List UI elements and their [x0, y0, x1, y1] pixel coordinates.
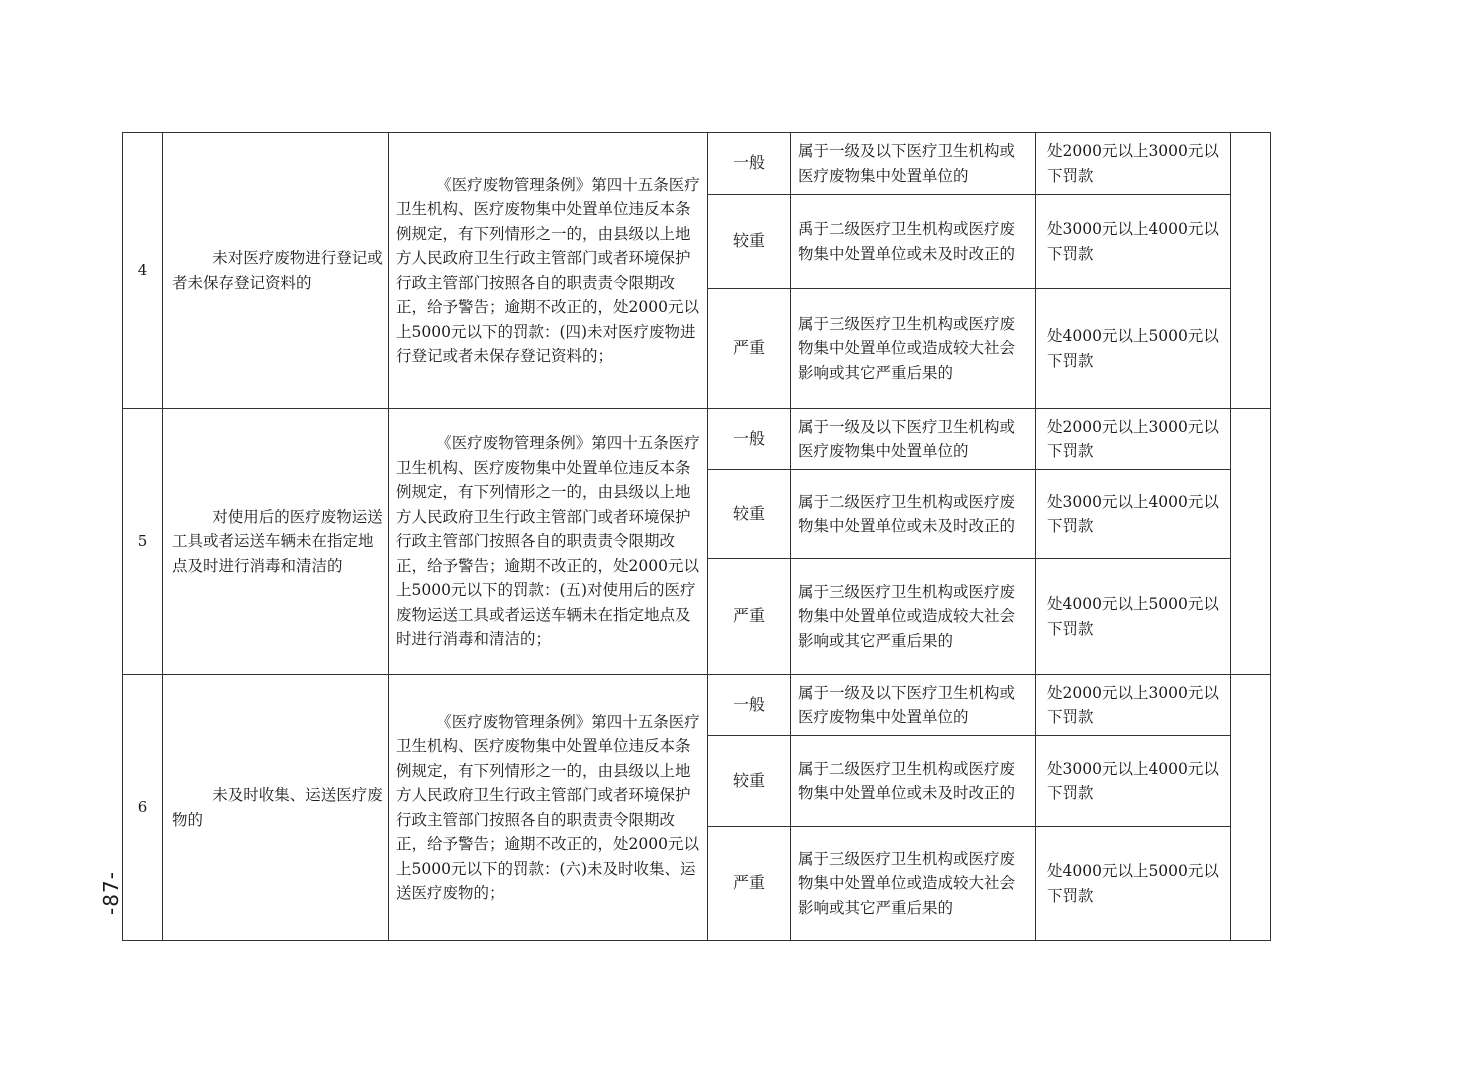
- legal-basis-text: 《医疗废物管理条例》第四十五条医疗卫生机构、医疗废物集中处置单位违反本条例规定，有下列情形之一的，由县级以上地方人民政府卫生行政主管部门或者环境保护行政主管部门按照各自的职责责令限期改正，给予警告；逾期不改正的，处2000元以上5000元以下的罚款：(四)未对医疗废物进行登记或者未保存登记资料的；: [396, 175, 700, 365]
- severity-level-cell: 一般: [708, 133, 791, 195]
- penalty-cell: 处3000元以上4000元以下罚款: [1036, 195, 1231, 289]
- condition-cell: 属于二级医疗卫生机构或医疗废物集中处置单位或未及时改正的: [791, 736, 1036, 827]
- legal-basis-text: 《医疗废物管理条例》第四十五条医疗卫生机构、医疗废物集中处置单位违反本条例规定，有下列情形之一的，由县级以上地方人民政府卫生行政主管部门或者环境保护行政主管部门按照各自的职责责令限期改正，给予警告；逾期不改正的，处2000元以上5000元以下的罚款：(五)对使用后的医疗废物运送工具或者运送车辆未在指定地点及时进行消毒和清洁的；: [396, 434, 700, 649]
- remarks-cell: [1231, 409, 1271, 675]
- item-number-cell: 5: [123, 409, 163, 675]
- violation-item-cell: [163, 409, 389, 675]
- page-number-text: -87-: [99, 871, 124, 915]
- penalty-cell: 处2000元以上3000元以下罚款: [1036, 409, 1231, 470]
- severity-level-cell: 严重: [708, 289, 791, 409]
- legal-basis-cell: [389, 675, 708, 941]
- table-row-item-6: [123, 675, 1271, 736]
- condition-cell: 属于二级医疗卫生机构或医疗废物集中处置单位或未及时改正的: [791, 470, 1036, 559]
- penalty-cell: 处3000元以上4000元以下罚款: [1036, 736, 1231, 827]
- severity-level-cell: 严重: [708, 827, 791, 941]
- severity-level-cell: 严重: [708, 559, 791, 675]
- severity-level-cell: 较重: [708, 470, 791, 559]
- item-number-cell: 6: [123, 675, 163, 941]
- legal-basis-cell: [389, 409, 708, 675]
- condition-cell: 属于一级及以下医疗卫生机构或医疗废物集中处置单位的: [791, 409, 1036, 470]
- condition-cell: 属于一级及以下医疗卫生机构或医疗废物集中处置单位的: [791, 675, 1036, 736]
- violation-item-cell: [163, 133, 389, 409]
- table-row-item-4: [123, 133, 1271, 195]
- condition-cell: 属于三级医疗卫生机构或医疗废物集中处置单位或造成较大社会影响或其它严重后果的: [791, 289, 1036, 409]
- violation-item-text: 未及时收集、运送医疗废物的: [172, 786, 383, 829]
- penalty-cell: 处4000元以上5000元以下罚款: [1036, 289, 1231, 409]
- remarks-cell: [1231, 133, 1271, 409]
- severity-level-cell: 较重: [708, 736, 791, 827]
- condition-cell: 属于三级医疗卫生机构或医疗废物集中处置单位或造成较大社会影响或其它严重后果的: [791, 559, 1036, 675]
- penalty-discretion-table: [122, 132, 1271, 941]
- legal-basis-text: 《医疗废物管理条例》第四十五条医疗卫生机构、医疗废物集中处置单位违反本条例规定，有下列情形之一的，由县级以上地方人民政府卫生行政主管部门或者环境保护行政主管部门按照各自的职责责令限期改正，给予警告；逾期不改正的，处2000元以上5000元以下的罚款：(六)未及时收集、运送医疗废物的；: [396, 712, 700, 902]
- severity-level-cell: 较重: [708, 195, 791, 289]
- violation-item-cell: [163, 675, 389, 941]
- penalty-cell: 处4000元以上5000元以下罚款: [1036, 559, 1231, 675]
- condition-cell: 属于三级医疗卫生机构或医疗废物集中处置单位或造成较大社会影响或其它严重后果的: [791, 827, 1036, 941]
- severity-level-cell: 一般: [708, 675, 791, 736]
- violation-item-text: 未对医疗废物进行登记或者未保存登记资料的: [172, 249, 383, 292]
- table-row-item-5: [123, 409, 1271, 470]
- penalty-cell: 处4000元以上5000元以下罚款: [1036, 827, 1231, 941]
- condition-cell: 禹于二级医疗卫生机构或医疗废物集中处置单位或未及时改正的: [791, 195, 1036, 289]
- condition-cell: 属于一级及以下医疗卫生机构或医疗废物集中处置单位的: [791, 133, 1036, 195]
- penalty-cell: 处2000元以上3000元以下罚款: [1036, 675, 1231, 736]
- penalty-cell: 处3000元以上4000元以下罚款: [1036, 470, 1231, 559]
- severity-level-cell: 一般: [708, 409, 791, 470]
- item-number-cell: 4: [123, 133, 163, 409]
- legal-basis-cell: [389, 133, 708, 409]
- violation-item-text: 对使用后的医疗废物运送工具或者运送车辆未在指定地点及时进行消毒和清洁的: [172, 507, 383, 575]
- remarks-cell: [1231, 675, 1271, 941]
- penalty-cell: 处2000元以上3000元以下罚款: [1036, 133, 1231, 195]
